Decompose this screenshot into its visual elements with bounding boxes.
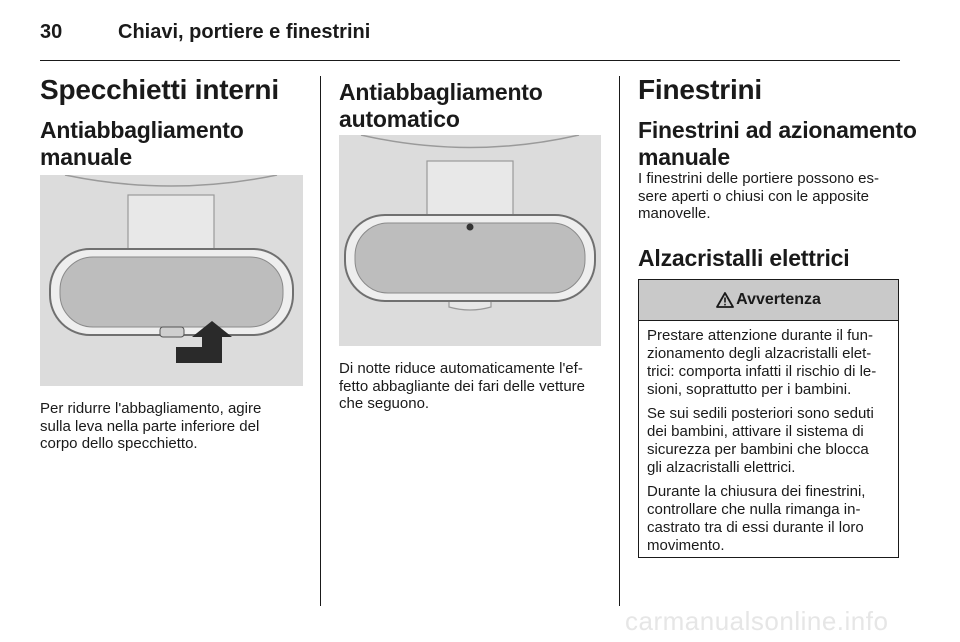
body-line: sere aperti o chiusi con le apposite bbox=[638, 187, 869, 205]
section-heading-specchietti: Specchietti interni bbox=[40, 74, 279, 105]
body-line: corpo dello specchietto. bbox=[40, 435, 198, 452]
warning-line: controllare che nulla rimanga in- bbox=[647, 501, 861, 518]
warning-paragraph bbox=[647, 327, 890, 399]
watermark: carmanualsonline.info bbox=[625, 606, 889, 636]
subheading-line: manuale bbox=[638, 144, 730, 170]
page-number: 30 bbox=[40, 21, 63, 43]
warning-line: gli alzacristalli elettrici. bbox=[647, 459, 796, 476]
warning-line: Se sui sedili posteriori sono seduti bbox=[647, 405, 874, 422]
warning-line: castrato tra di essi durante il loro bbox=[647, 519, 864, 536]
warning-line: sioni, soprattutto per i bambini. bbox=[647, 381, 852, 398]
subheading-line: manuale bbox=[40, 144, 132, 170]
automatic-mirror-description bbox=[339, 360, 585, 413]
column-divider-1 bbox=[320, 76, 321, 606]
body-line: fetto abbagliante dei fari delle vetture bbox=[339, 377, 585, 395]
warning-paragraph bbox=[647, 483, 890, 555]
warning-triangle-icon bbox=[716, 292, 734, 308]
warning-header bbox=[639, 280, 898, 321]
column-divider-2 bbox=[619, 76, 620, 606]
header-divider bbox=[40, 60, 900, 61]
warning-line: Prestare attenzione durante il fun- bbox=[647, 327, 873, 344]
section-heading-finestrini: Finestrini bbox=[638, 74, 763, 105]
body-line: che seguono. bbox=[339, 395, 430, 412]
body-line: sulla leva nella parte inferiore del bbox=[40, 417, 260, 435]
body-line: manovelle. bbox=[638, 205, 711, 222]
warning-line: movimento. bbox=[647, 537, 725, 554]
body-line: I finestrini delle portiere possono es- bbox=[638, 170, 879, 187]
subheading-antiabbagliamento-automatico bbox=[339, 79, 543, 133]
automatic-mirror-drawing bbox=[339, 135, 601, 346]
subheading-line: Antiabbagliamento bbox=[339, 79, 543, 105]
warning-box bbox=[638, 279, 899, 558]
warning-line: Durante la chiusura dei finestrini, bbox=[647, 483, 866, 500]
warning-line: trici: comporta infatti il rischio di le- bbox=[647, 363, 877, 380]
body-line: Per ridurre l'abbagliamento, agire bbox=[40, 400, 262, 417]
warning-paragraph bbox=[647, 405, 890, 477]
subheading-antiabbagliamento-manuale bbox=[40, 117, 244, 171]
body-line: Di notte riduce automaticamente l'ef- bbox=[339, 360, 583, 377]
manual-windows-description bbox=[638, 170, 879, 223]
manual-mirror-illustration bbox=[40, 175, 303, 386]
warning-line: dei bambini, attivare il sistema di bbox=[647, 423, 864, 440]
manual-mirror-description bbox=[40, 400, 261, 453]
automatic-mirror-illustration bbox=[339, 135, 601, 346]
warning-body bbox=[639, 321, 898, 555]
manual-mirror-drawing bbox=[40, 175, 303, 386]
chapter-title: Chiavi, portiere e finestrini bbox=[118, 21, 371, 43]
subheading-line: Finestrini ad azionamento bbox=[638, 117, 917, 143]
subheading-alzacristalli-elettrici: Alzacristalli elettrici bbox=[638, 245, 850, 271]
subheading-line: automatico bbox=[339, 106, 460, 132]
warning-line: zionamento degli alzacristalli elet- bbox=[647, 345, 872, 362]
subheading-finestrini-manuale bbox=[638, 117, 917, 171]
warning-title: Avvertenza bbox=[736, 291, 821, 308]
subheading-line: Antiabbagliamento bbox=[40, 117, 244, 143]
warning-line: sicurezza per bambini che blocca bbox=[647, 441, 869, 458]
